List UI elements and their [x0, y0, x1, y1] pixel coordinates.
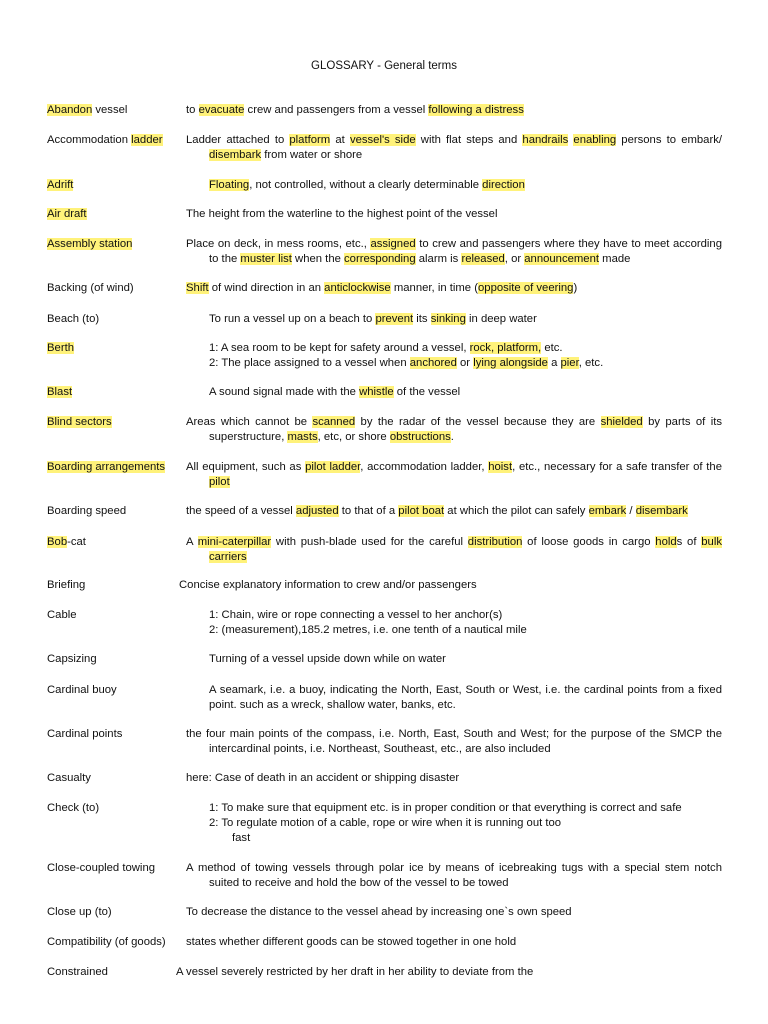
text-run: Backing (of wind) — [47, 282, 134, 294]
highlighted-text: direction — [482, 179, 525, 191]
text-run: Turning of a vessel upside down while on water — [209, 653, 446, 665]
highlighted-text: embark — [588, 505, 627, 517]
highlighted-text: bulk carriers — [209, 536, 722, 563]
text-run: the speed of a vessel — [186, 505, 296, 517]
highlighted-text: enabling — [573, 134, 617, 146]
entry-definition — [209, 683, 722, 713]
text-run: crew and passengers from a vessel — [244, 104, 429, 116]
entry-term — [47, 415, 112, 430]
highlighted-text: assigned — [370, 238, 416, 250]
highlighted-text: opposite of veering — [478, 282, 574, 294]
entry-term — [47, 385, 72, 400]
text-run: to crew and passengers where they have to meet according to the — [209, 238, 722, 265]
entry-definition — [179, 578, 722, 593]
entry-definition — [209, 385, 722, 400]
text-run: when the — [291, 253, 345, 265]
highlighted-text: evacuate — [198, 104, 245, 116]
entry-definition — [209, 608, 722, 638]
highlighted-text: Boarding arrangements — [47, 461, 166, 473]
text-run: alarm is — [415, 253, 462, 265]
entry-term — [47, 312, 99, 327]
text-run: A seamark, i.e. a buoy, indicating the North, East, South or West, i.e. the cardinal points from a fixed point. such as a wreck, shallow water, banks, etc. — [209, 684, 722, 711]
entry-term — [47, 683, 117, 698]
highlighted-text: released — [461, 253, 505, 265]
highlighted-text: Floating — [209, 179, 250, 191]
entry-definition — [209, 652, 722, 667]
highlighted-text: Abandon — [47, 104, 93, 116]
text-run: Beach (to) — [47, 313, 100, 325]
text-run: here: Case of death in an accident or shipping disaster — [186, 772, 460, 784]
entry-definition — [186, 535, 722, 565]
entry-term — [47, 281, 134, 296]
entry-term — [47, 861, 155, 876]
highlighted-text: hoist — [488, 461, 513, 473]
entry-definition — [209, 312, 722, 327]
text-run: To decrease the distance to the vessel ahead by increasing one`s own speed — [186, 906, 572, 918]
highlighted-text: Berth — [47, 342, 75, 354]
entry-definition — [186, 771, 722, 786]
text-run: or — [456, 357, 474, 369]
highlighted-text: pier — [560, 357, 579, 369]
entry-term — [47, 341, 74, 356]
text-run: 2: To regulate motion of a cable, rope or wire when it is running out too — [209, 817, 562, 829]
page-title: GLOSSARY - General terms — [311, 60, 457, 72]
entry-definition — [186, 460, 722, 490]
entry-definition — [176, 965, 722, 980]
entry-definition — [186, 133, 722, 163]
highlighted-text: platform — [289, 134, 331, 146]
entry-term — [47, 935, 166, 950]
entry-term — [47, 207, 87, 222]
entry-term — [47, 727, 122, 742]
text-run: -cat — [67, 536, 86, 548]
text-run: 1: To make sure that equipment etc. is in proper condition or that everything is correct and safe — [209, 802, 682, 814]
text-run: All equipment, such as — [186, 461, 306, 473]
entry-definition — [186, 727, 722, 757]
text-run: , accommodation ladder, — [360, 461, 489, 473]
highlighted-text: anticlockwise — [324, 282, 391, 294]
entry-definition — [186, 905, 722, 920]
highlighted-text: disembark — [635, 505, 688, 517]
text-run: A sound signal made with the — [209, 386, 360, 398]
entry-term — [47, 905, 112, 920]
text-run: Accommodation — [47, 134, 132, 146]
text-run: A — [186, 536, 198, 548]
text-run: states whether different goods can be stowed together in one hold — [186, 936, 517, 948]
text-run: manner, in time ( — [390, 282, 478, 294]
highlighted-text: pilot ladder — [305, 461, 361, 473]
text-run: The height from the waterline to the highest point of the vessel — [186, 208, 498, 220]
highlighted-text: whistle — [359, 386, 394, 398]
entry-definition — [186, 415, 722, 445]
text-run: Check (to) — [47, 802, 100, 814]
text-run: of the vessel — [393, 386, 461, 398]
text-run: at — [330, 134, 350, 146]
entry-term — [47, 460, 165, 475]
text-run: to — [186, 104, 199, 116]
entry-term — [47, 771, 91, 786]
highlighted-text: shielded — [600, 416, 643, 428]
text-run: Ladder attached to — [186, 134, 290, 146]
highlighted-text: Assembly station — [47, 238, 133, 250]
entry-term — [47, 578, 85, 593]
entry-term — [47, 965, 108, 980]
highlighted-text: obstructions — [389, 431, 451, 443]
text-run: , etc., necessary for a safe transfer of the — [512, 461, 722, 473]
text-run: , or — [504, 253, 525, 265]
entry-term — [47, 237, 132, 252]
entry-term — [47, 608, 77, 623]
text-run: Cable — [47, 609, 77, 621]
text-run: Cardinal buoy — [47, 684, 117, 696]
text-run: etc. — [541, 342, 563, 354]
highlighted-text: mini-caterpillar — [197, 536, 272, 548]
text-run: Constrained — [47, 966, 108, 978]
text-run: ) — [573, 282, 578, 294]
text-run: its — [413, 313, 431, 325]
text-run: A vessel severely restricted by her draft in her ability to deviate from the — [176, 966, 534, 978]
entry-term — [47, 535, 86, 550]
entry-definition — [186, 207, 722, 222]
text-run: fast — [232, 832, 251, 844]
text-run: Concise explanatory information to crew and/or passengers — [179, 579, 477, 591]
entry-definition — [186, 237, 722, 267]
text-run: by the radar of the vessel because they are — [355, 416, 601, 428]
text-run: vessel — [92, 104, 128, 116]
entry-definition — [186, 861, 722, 891]
text-run: at which the pilot can safely — [444, 505, 589, 517]
highlighted-text: hold — [655, 536, 677, 548]
highlighted-text: Blind sectors — [47, 416, 112, 428]
highlighted-text: Bob — [47, 536, 68, 548]
highlighted-text: adjusted — [295, 505, 339, 517]
highlighted-text: muster list — [240, 253, 292, 265]
entry-definition — [209, 178, 722, 193]
text-run: Areas which cannot be — [186, 416, 313, 428]
highlighted-text: Shift — [186, 282, 209, 294]
text-run: a — [547, 357, 561, 369]
text-run: . — [450, 431, 454, 443]
highlighted-text: disembark — [209, 149, 262, 161]
text-run: Place on deck, in mess rooms, etc., — [186, 238, 371, 250]
highlighted-text: handrails — [522, 134, 569, 146]
text-run: Boarding speed — [47, 505, 127, 517]
entry-term — [47, 801, 99, 816]
text-run: Compatibility (of goods) — [47, 936, 166, 948]
highlighted-text: following a distress — [428, 104, 524, 116]
text-run: Close-coupled towing — [47, 862, 156, 874]
text-run: the four main points of the compass, i.e. North, East, South and West; for the purpose of the SMCP the intercardinal points, i.e. Northeast, Southeast, etc., are also included — [186, 728, 722, 755]
highlighted-text: masts — [287, 431, 318, 443]
text-run: 1: Chain, wire or rope connecting a vessel to her anchor(s) — [209, 609, 503, 621]
highlighted-text: prevent — [375, 313, 414, 325]
entry-definition — [186, 504, 722, 519]
text-run: Capsizing — [47, 653, 97, 665]
highlighted-text: ladder — [131, 134, 163, 146]
entry-definition — [186, 935, 722, 950]
text-run: 1: A sea room to be kept for safety around a vessel, — [209, 342, 470, 354]
highlighted-text: Adrift — [47, 179, 74, 191]
text-run: 2: The place assigned to a vessel when — [209, 357, 410, 369]
text-run: Close up (to) — [47, 906, 112, 918]
entry-definition — [209, 341, 722, 371]
highlighted-text: vessel's side — [349, 134, 416, 146]
text-run: with push-blade used for the careful — [271, 536, 468, 548]
text-run: Casualty — [47, 772, 91, 784]
entry-definition — [186, 103, 722, 118]
text-run: 2: (measurement),185.2 metres, i.e. one tenth of a nautical mile — [209, 624, 527, 636]
text-run: Cardinal points — [47, 728, 123, 740]
entry-term — [47, 652, 97, 667]
entry-term — [47, 178, 73, 193]
text-run: from water or shore — [261, 149, 363, 161]
text-run: in deep water — [465, 313, 537, 325]
text-run: s of — [676, 536, 702, 548]
entry-term — [47, 504, 126, 519]
highlighted-text: distribution — [467, 536, 523, 548]
highlighted-text: announcement — [524, 253, 600, 265]
text-run: persons to embark/ — [616, 134, 723, 146]
highlighted-text: rock, platform, — [469, 342, 542, 354]
entry-definition — [186, 281, 722, 296]
entry-term — [47, 133, 163, 148]
highlighted-text: scanned — [312, 416, 356, 428]
text-run: To run a vessel up on a beach to — [209, 313, 376, 325]
text-run: to that of a — [338, 505, 399, 517]
text-run: with flat steps and — [415, 134, 523, 146]
entry-term — [47, 103, 127, 118]
text-run: / — [626, 505, 636, 517]
highlighted-text: corresponding — [344, 253, 416, 265]
text-run: A method of towing vessels through polar ice by means of icebreaking tugs with a special stem notch suited to receive and hold the bow of the vessel to be towed — [186, 862, 722, 889]
text-run: Briefing — [47, 579, 86, 591]
highlighted-text: pilot boat — [398, 505, 445, 517]
highlighted-text: pilot — [209, 476, 230, 488]
text-run: of wind direction in an — [208, 282, 325, 294]
highlighted-text: Air draft — [47, 208, 87, 220]
highlighted-text: anchored — [409, 357, 457, 369]
text-run: , not controlled, without a clearly determinable — [249, 179, 483, 191]
text-run: made — [599, 253, 631, 265]
text-run: of loose goods in cargo — [522, 536, 656, 548]
text-run: , etc, or shore — [317, 431, 390, 443]
text-run: by parts of its superstructure, — [209, 416, 723, 443]
entry-definition — [209, 801, 722, 846]
highlighted-text: lying alongside — [473, 357, 548, 369]
text-run: , etc. — [578, 357, 604, 369]
highlighted-text: sinking — [430, 313, 466, 325]
highlighted-text: Blast — [47, 386, 73, 398]
